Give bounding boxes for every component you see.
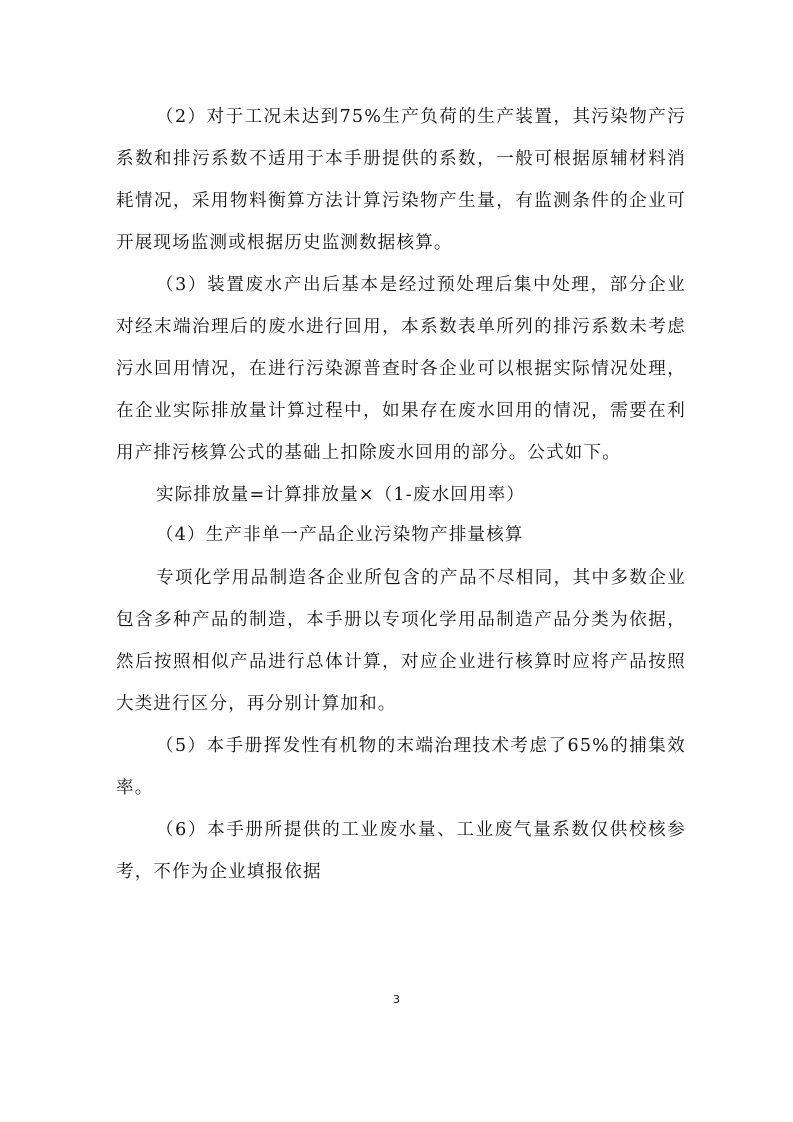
paragraph-4-line-2: 包含多种产品的制造，本手册以专项化学用品制造产品分类为依据， — [116, 610, 686, 630]
paragraph-2-line-3: 耗情况，采用物料衡算方法计算污染物产生量，有监测条件的企业可 — [116, 191, 686, 211]
paragraph-3-line-2: 对经末端治理后的废水进行回用，本系数表单所列的排污系数未考虑 — [116, 317, 686, 337]
paragraph-2-line-2: 系数和排污系数不适用于本手册提供的系数，一般可根据原辅材料消 — [116, 149, 686, 169]
paragraph-4-line-1: 专项化学用品制造各企业所包含的产品不尽相同，其中多数企业 — [156, 568, 686, 588]
paragraph-5-line-1: （5）本手册挥发性有机物的末端治理技术考虑了65%的捕集效 — [156, 736, 686, 756]
page-number: 3 — [393, 993, 400, 1006]
paragraph-5-line-2: 率。 — [116, 778, 154, 798]
paragraph-3-line-3: 污水回用情况，在进行污染源普查时各企业可以根据实际情况处理， — [116, 359, 686, 379]
paragraph-4-line-3: 然后按照相似产品进行总体计算，对应企业进行核算时应将产品按照 — [116, 652, 686, 672]
paragraph-3-line-4: 在企业实际排放量计算过程中，如果存在废水回用的情况，需要在利 — [116, 401, 686, 421]
paragraph-2-line-1: （2）对于工况未达到75%生产负荷的生产装置，其污染物产污 — [156, 107, 686, 127]
paragraph-6-line-2: 考，不作为企业填报依据 — [116, 862, 322, 882]
paragraph-2-line-4: 开展现场监测或根据历史监测数据核算。 — [116, 233, 453, 253]
paragraph-4-line-4: 大类进行区分，再分别计算加和。 — [116, 694, 397, 714]
paragraph-6-line-1: （6）本手册所提供的工业废水量、工业废气量系数仅供校核参 — [156, 820, 686, 840]
formula-line: 实际排放量=计算排放量×（1-废水回用率） — [156, 485, 526, 505]
paragraph-3-line-5: 用产排污核算公式的基础上扣除废水回用的部分。公式如下。 — [116, 443, 621, 463]
section-4-heading: （4）生产非单一产品企业污染物产排量核算 — [156, 525, 524, 545]
paragraph-3-line-1: （3）装置废水产出后基本是经过预处理后集中处理，部分企业 — [156, 275, 686, 295]
